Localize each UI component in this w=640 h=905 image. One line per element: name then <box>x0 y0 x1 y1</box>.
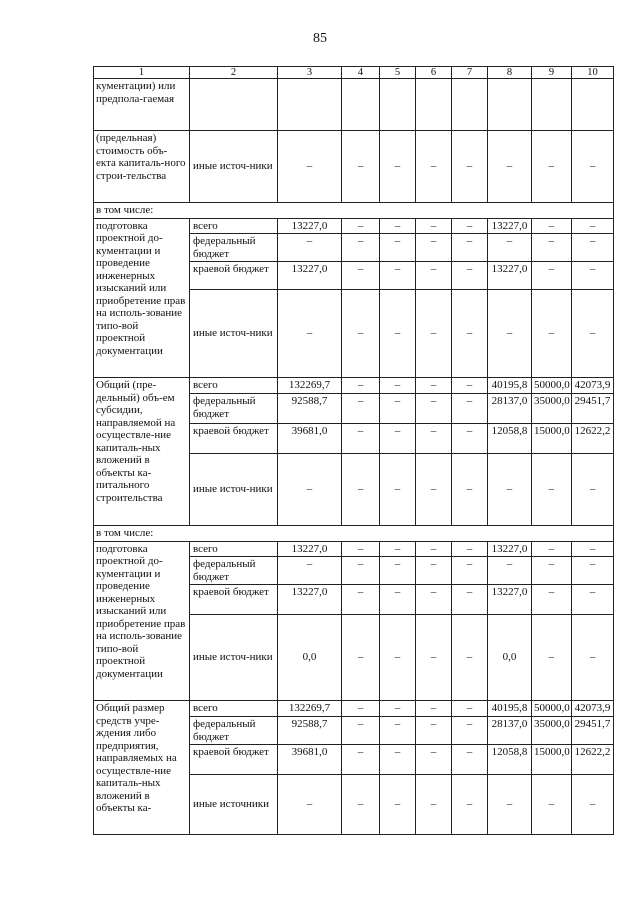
value-cell: – <box>342 615 380 701</box>
value-cell: 29451,7 <box>572 717 614 745</box>
value-cell: – <box>380 454 416 526</box>
indicator-cell: Общий размер средств учре-ждения либо предприятия, направляемых на осуществле-ние капиталь-ных вложений в объекты ка- <box>94 701 190 835</box>
table-row <box>94 541 614 557</box>
value-cell: – <box>532 454 572 526</box>
value-cell: – <box>278 557 342 585</box>
value-cell: 28137,0 <box>488 717 532 745</box>
value-cell: – <box>572 131 614 203</box>
column-number: 5 <box>380 67 416 79</box>
value-cell: 50000,0 <box>532 378 572 394</box>
value-cell: – <box>488 234 532 262</box>
value-cell: – <box>380 378 416 394</box>
value-cell: – <box>452 218 488 234</box>
value-cell: 0,0 <box>278 615 342 701</box>
value-cell: 42073,9 <box>572 378 614 394</box>
value-cell: 39681,0 <box>278 424 342 454</box>
value-cell <box>532 79 572 131</box>
value-cell: – <box>416 218 452 234</box>
value-cell: – <box>452 290 488 378</box>
value-cell: – <box>488 454 532 526</box>
value-cell: – <box>342 378 380 394</box>
value-cell: – <box>452 701 488 717</box>
value-cell: – <box>416 775 452 835</box>
value-cell: – <box>416 262 452 290</box>
source-cell <box>190 79 278 131</box>
value-cell <box>416 79 452 131</box>
value-cell: – <box>452 234 488 262</box>
indicator-cell: Общий (пре-дельный) объ-ем субсидии, направляемой на осуществле-ние капиталь-ных вложений в объекты ка-питального строительства <box>94 378 190 526</box>
value-cell: – <box>342 775 380 835</box>
source-cell: иные источ-ники <box>190 290 278 378</box>
value-cell: – <box>342 557 380 585</box>
value-cell <box>278 79 342 131</box>
value-cell: – <box>572 234 614 262</box>
value-cell: 12622,2 <box>572 745 614 775</box>
value-cell: – <box>416 557 452 585</box>
source-cell: краевой бюджет <box>190 585 278 615</box>
value-cell: – <box>342 234 380 262</box>
value-cell: – <box>342 218 380 234</box>
value-cell: – <box>342 290 380 378</box>
value-cell: – <box>452 615 488 701</box>
value-cell: – <box>380 262 416 290</box>
value-cell: 15000,0 <box>532 424 572 454</box>
value-cell: – <box>416 541 452 557</box>
value-cell: – <box>532 541 572 557</box>
value-cell: – <box>380 745 416 775</box>
column-number: 8 <box>488 67 532 79</box>
value-cell: – <box>380 717 416 745</box>
value-cell: 0,0 <box>488 615 532 701</box>
value-cell <box>452 79 488 131</box>
value-cell: – <box>532 557 572 585</box>
column-number: 4 <box>342 67 380 79</box>
value-cell: – <box>342 394 380 424</box>
page-number: 85 <box>313 31 327 46</box>
value-cell: – <box>452 424 488 454</box>
source-cell: всего <box>190 701 278 717</box>
value-cell: – <box>488 557 532 585</box>
value-cell <box>488 79 532 131</box>
value-cell: – <box>416 394 452 424</box>
value-cell <box>572 79 614 131</box>
value-cell: – <box>380 585 416 615</box>
column-number: 2 <box>190 67 278 79</box>
value-cell: – <box>380 394 416 424</box>
value-cell: – <box>452 131 488 203</box>
value-cell: 42073,9 <box>572 701 614 717</box>
source-cell: иные источники <box>190 775 278 835</box>
value-cell <box>380 79 416 131</box>
source-cell: федеральный бюджет <box>190 394 278 424</box>
value-cell: 29451,7 <box>572 394 614 424</box>
source-cell: краевой бюджет <box>190 262 278 290</box>
column-number: 9 <box>532 67 572 79</box>
value-cell: – <box>572 557 614 585</box>
value-cell: 13227,0 <box>488 585 532 615</box>
value-cell: – <box>572 262 614 290</box>
value-cell: – <box>380 218 416 234</box>
value-cell: – <box>488 775 532 835</box>
table-row <box>94 218 614 234</box>
source-cell: краевой бюджет <box>190 424 278 454</box>
value-cell: – <box>452 541 488 557</box>
value-cell: – <box>572 218 614 234</box>
value-cell: 15000,0 <box>532 745 572 775</box>
value-cell: 92588,7 <box>278 394 342 424</box>
value-cell: – <box>416 424 452 454</box>
value-cell: 132269,7 <box>278 378 342 394</box>
value-cell: – <box>342 262 380 290</box>
column-number: 10 <box>572 67 614 79</box>
value-cell: 35000,0 <box>532 394 572 424</box>
value-cell: – <box>342 717 380 745</box>
value-cell: – <box>452 262 488 290</box>
value-cell: – <box>572 585 614 615</box>
value-cell: – <box>452 557 488 585</box>
value-cell: – <box>452 775 488 835</box>
table-row <box>94 131 614 203</box>
source-cell: федеральный бюджет <box>190 234 278 262</box>
value-cell: 12622,2 <box>572 424 614 454</box>
budget-table <box>93 66 614 835</box>
table-row <box>94 701 614 717</box>
value-cell: – <box>278 290 342 378</box>
value-cell: – <box>380 424 416 454</box>
value-cell: – <box>380 557 416 585</box>
source-cell: иные источ-ники <box>190 454 278 526</box>
value-cell: – <box>278 131 342 203</box>
indicator-cell: подготовка проектной до-кументации и проведение инженерных изысканий или приобретение прав на исполь-зование типо-вой проектной документации <box>94 218 190 378</box>
value-cell: – <box>342 701 380 717</box>
column-number: 6 <box>416 67 452 79</box>
value-cell: 13227,0 <box>278 541 342 557</box>
value-cell: 12058,8 <box>488 424 532 454</box>
source-cell: иные источ-ники <box>190 131 278 203</box>
value-cell: – <box>416 378 452 394</box>
value-cell: 40195,8 <box>488 701 532 717</box>
value-cell: – <box>342 424 380 454</box>
value-cell: – <box>416 615 452 701</box>
source-cell: федеральный бюджет <box>190 717 278 745</box>
value-cell: 12058,8 <box>488 745 532 775</box>
column-number: 1 <box>94 67 190 79</box>
value-cell: 35000,0 <box>532 717 572 745</box>
value-cell: – <box>416 290 452 378</box>
value-cell: – <box>380 290 416 378</box>
value-cell: – <box>532 234 572 262</box>
row-label: в том числе: <box>94 526 614 542</box>
value-cell: – <box>532 218 572 234</box>
table-row <box>94 79 614 131</box>
value-cell: 13227,0 <box>488 218 532 234</box>
value-cell: 13227,0 <box>278 262 342 290</box>
value-cell: – <box>532 585 572 615</box>
value-cell: 13227,0 <box>278 218 342 234</box>
value-cell: – <box>416 717 452 745</box>
value-cell: – <box>380 234 416 262</box>
source-cell: иные источ-ники <box>190 615 278 701</box>
table-row <box>94 378 614 394</box>
value-cell: – <box>572 615 614 701</box>
value-cell: – <box>572 541 614 557</box>
indicator-cell: кументации) или предпола-гаемая <box>94 79 190 131</box>
value-cell: – <box>278 775 342 835</box>
value-cell: 50000,0 <box>532 701 572 717</box>
value-cell: 40195,8 <box>488 378 532 394</box>
value-cell: – <box>342 585 380 615</box>
value-cell: – <box>416 585 452 615</box>
value-cell: – <box>452 394 488 424</box>
column-number: 7 <box>452 67 488 79</box>
value-cell <box>342 79 380 131</box>
column-number: 3 <box>278 67 342 79</box>
value-cell: – <box>452 585 488 615</box>
indicator-cell: (предельная) стоимость объ-екта капиталь-ного строи-тельства <box>94 131 190 203</box>
value-cell: – <box>278 234 342 262</box>
value-cell: – <box>380 775 416 835</box>
value-cell: – <box>532 775 572 835</box>
value-cell: – <box>532 615 572 701</box>
table-row <box>94 526 614 542</box>
value-cell: – <box>532 131 572 203</box>
value-cell: – <box>532 262 572 290</box>
source-cell: всего <box>190 541 278 557</box>
value-cell: 92588,7 <box>278 717 342 745</box>
value-cell: 132269,7 <box>278 701 342 717</box>
value-cell: – <box>572 454 614 526</box>
value-cell: – <box>278 454 342 526</box>
value-cell: – <box>416 131 452 203</box>
value-cell: – <box>342 454 380 526</box>
value-cell: – <box>342 745 380 775</box>
source-cell: всего <box>190 378 278 394</box>
value-cell: – <box>380 541 416 557</box>
value-cell: – <box>572 775 614 835</box>
value-cell: – <box>532 290 572 378</box>
value-cell: 13227,0 <box>488 262 532 290</box>
source-cell: федеральный бюджет <box>190 557 278 585</box>
source-cell: всего <box>190 218 278 234</box>
value-cell: – <box>452 378 488 394</box>
value-cell: – <box>452 717 488 745</box>
value-cell: – <box>342 131 380 203</box>
value-cell: – <box>488 131 532 203</box>
value-cell: 28137,0 <box>488 394 532 424</box>
value-cell: – <box>342 541 380 557</box>
source-cell: краевой бюджет <box>190 745 278 775</box>
value-cell: – <box>416 701 452 717</box>
value-cell: – <box>416 234 452 262</box>
row-label: в том числе: <box>94 203 614 219</box>
indicator-cell: подготовка проектной до-кументации и проведение инженерных изысканий или приобретение прав на исполь-зование типо-вой проектной документации <box>94 541 190 701</box>
value-cell: 39681,0 <box>278 745 342 775</box>
value-cell: – <box>416 454 452 526</box>
value-cell: – <box>380 615 416 701</box>
value-cell: – <box>380 131 416 203</box>
column-number-row <box>94 67 614 79</box>
value-cell: – <box>452 745 488 775</box>
value-cell: – <box>380 701 416 717</box>
value-cell: – <box>572 290 614 378</box>
value-cell: 13227,0 <box>278 585 342 615</box>
value-cell: – <box>416 745 452 775</box>
value-cell: – <box>452 454 488 526</box>
value-cell: – <box>488 290 532 378</box>
value-cell: 13227,0 <box>488 541 532 557</box>
table-row <box>94 203 614 219</box>
